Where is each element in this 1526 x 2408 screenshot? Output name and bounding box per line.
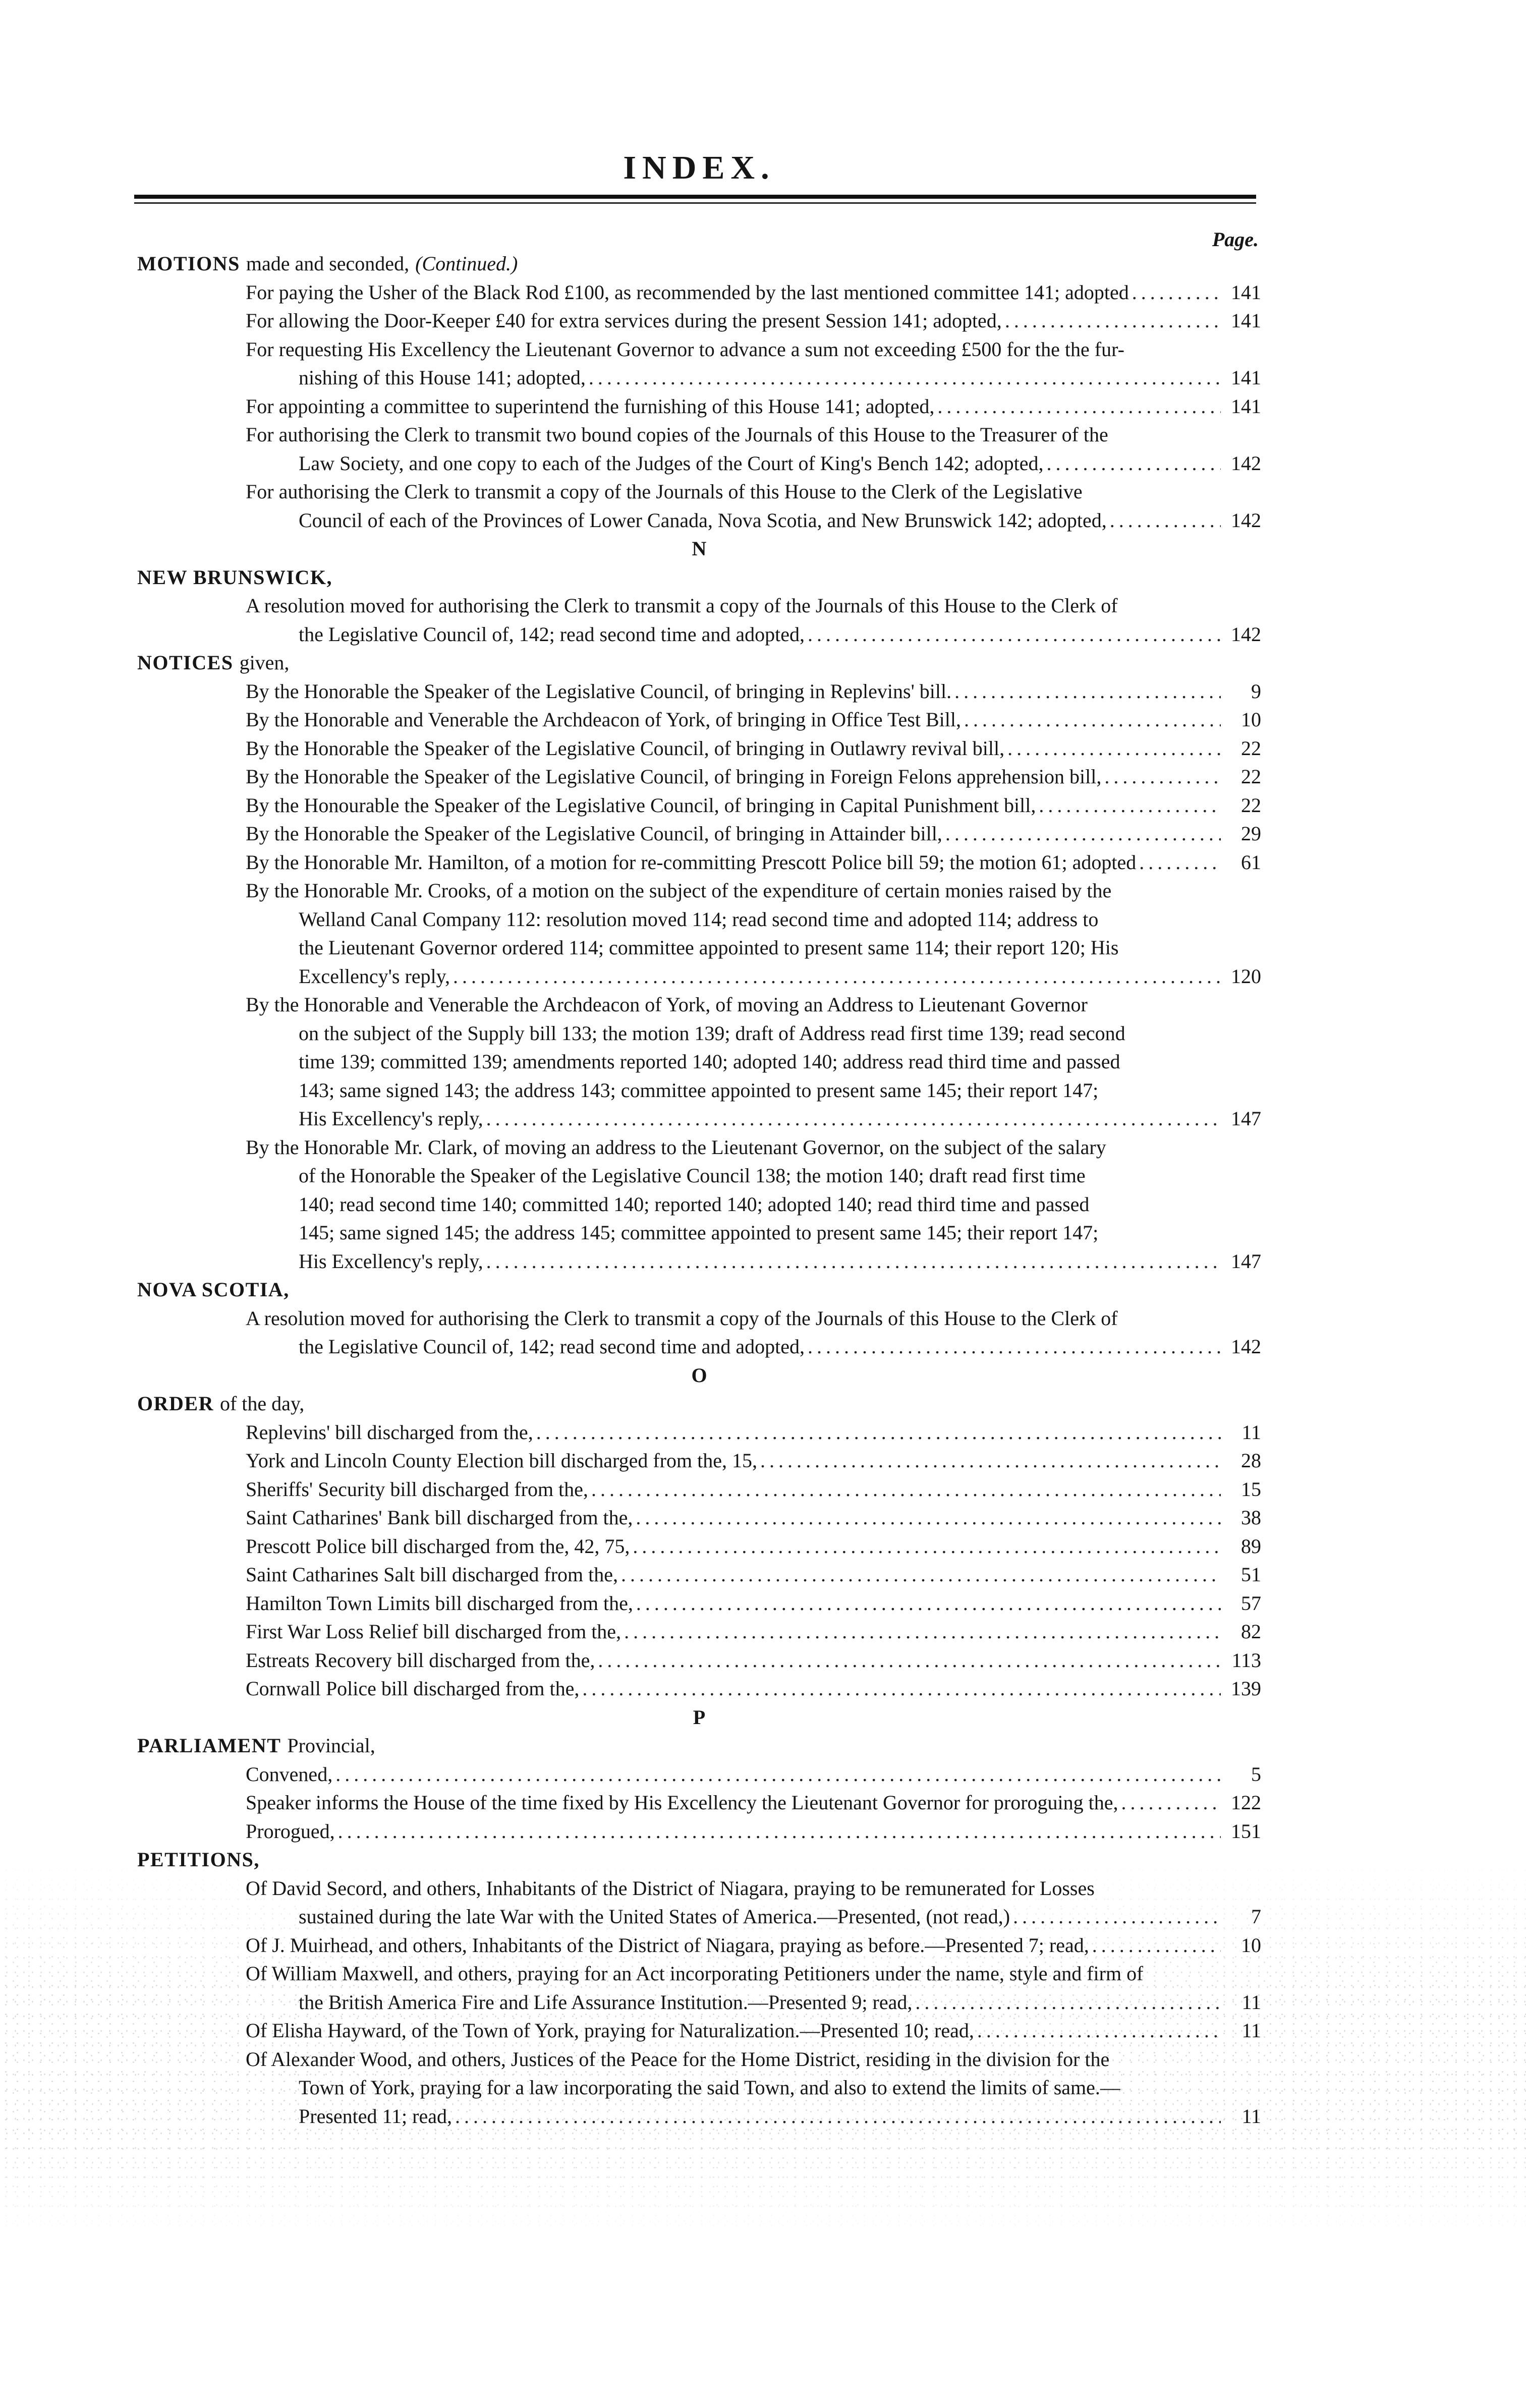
title-rule-thin (134, 202, 1256, 204)
page-number: 147 (1231, 1249, 1261, 1273)
index-entry (137, 2045, 1261, 2131)
index-entry (137, 592, 1261, 649)
page-number: 29 (1241, 822, 1261, 845)
section-letter: O (691, 1363, 707, 1387)
dot-leader (450, 962, 1221, 991)
index-entry (137, 307, 1261, 335)
dot-leader (961, 706, 1221, 734)
index-body (137, 250, 1261, 2131)
dot-leader (951, 677, 1221, 706)
page-number: 57 (1241, 1591, 1261, 1615)
entry-line (137, 1504, 1261, 1532)
entry-line (137, 820, 1261, 848)
entry-line (137, 307, 1261, 335)
entry-line (137, 278, 1261, 307)
index-entry (137, 877, 1261, 991)
entry-text: 145; same signed 145; the address 145; committee appointed to present same 145; their report 147; (299, 1221, 1099, 1244)
entry-text: Presented 11; read, (299, 2104, 452, 2128)
page-number: 28 (1241, 1449, 1261, 1472)
page-number: 51 (1241, 1563, 1261, 1586)
page-number: 142 (1231, 1335, 1261, 1358)
page-title: INDEX. (623, 149, 775, 186)
entry-text: His Excellency's reply, (299, 1249, 483, 1273)
entry-line (137, 1190, 1261, 1219)
page-number: 113 (1231, 1648, 1261, 1672)
entry-text: By the Honorable Mr. Clark, of moving an address to the Lieutenant Governor, on the subject of the salary (246, 1135, 1106, 1159)
entry-line (137, 991, 1261, 1019)
entry-line (137, 1817, 1261, 1846)
section-heading-subtitle: made and seconded, (246, 252, 410, 275)
index-entry (137, 820, 1261, 848)
page-number: 11 (1241, 1420, 1261, 1444)
entry-line (137, 1931, 1261, 1960)
entry-text: Of Alexander Wood, and others, Justices of the Peace for the Home District, residing in the division for the (246, 2047, 1110, 2071)
page-number: 141 (1231, 309, 1261, 332)
dot-leader (1004, 734, 1221, 763)
entry-text: Hamilton Town Limits bill discharged from the, (246, 1591, 633, 1615)
dot-leader (630, 1532, 1221, 1561)
entry-line (137, 1105, 1261, 1133)
entry-text: For requesting His Excellency the Lieutenant Governor to advance a sum not exceeding £500 for the the fur- (246, 337, 1124, 361)
entry-line (137, 791, 1261, 820)
dot-leader (1107, 506, 1221, 535)
page-number: 141 (1231, 280, 1261, 304)
section-heading-subtitle: given, (239, 651, 290, 674)
entry-line (137, 506, 1261, 535)
entry-text: Prescott Police bill discharged from the, 42, 75, (246, 1534, 630, 1558)
index-entry (137, 1760, 1261, 1789)
dot-leader (1101, 763, 1221, 791)
section-heading-subtitle: of the day, (219, 1392, 305, 1415)
dot-leader (335, 1817, 1221, 1846)
entry-line (137, 1675, 1261, 1703)
entry-line (137, 1019, 1261, 1048)
section-letter: N (692, 537, 707, 560)
entry-text: Prorogued, (246, 1819, 335, 1843)
index-entry (137, 1532, 1261, 1561)
page-number: 38 (1241, 1506, 1261, 1529)
entry-line (137, 1475, 1261, 1504)
section-heading-note: (Continued.) (415, 252, 518, 275)
entry-text: York and Lincoln County Election bill discharged from the, 15, (246, 1449, 757, 1472)
entry-text: By the Honorable the Speaker of the Legislative Council, of bringing in Foreign Felons apprehension bill, (246, 765, 1102, 788)
dot-leader (483, 1247, 1221, 1276)
index-entry (137, 791, 1261, 820)
page-number: 22 (1241, 793, 1261, 817)
entry-text: Council of each of the Provinces of Lower Canada, Nova Scotia, and New Brunswick 142; adopted, (299, 508, 1107, 532)
dot-leader (757, 1447, 1221, 1475)
entry-line (137, 1219, 1261, 1247)
entry-line (137, 1247, 1261, 1276)
index-entry (137, 335, 1261, 392)
index-entry (137, 1618, 1261, 1646)
page-number: 141 (1231, 366, 1261, 389)
dot-leader (586, 364, 1221, 392)
entry-text: nishing of this House 141; adopted, (299, 366, 586, 389)
entry-text: By the Honorable and Venerable the Archdeacon of York, of bringing in Office Test Bill, (246, 708, 962, 731)
section-heading (137, 563, 1261, 592)
index-entry (137, 1447, 1261, 1475)
entry-text: For paying the Usher of the Black Rod £100, as recommended by the last mentioned committee 141; adopted (246, 280, 1129, 304)
entry-line (137, 592, 1261, 620)
page-number: 142 (1231, 622, 1261, 646)
index-entry (137, 1418, 1261, 1447)
index-entry (137, 1960, 1261, 2017)
entry-line (137, 706, 1261, 734)
index-entry (137, 991, 1261, 1133)
title-rule-thick (134, 195, 1256, 199)
entry-text: time 139; committed 139; amendments reported 140; adopted 140; address read third time and passed (299, 1050, 1120, 1073)
index-entry (137, 1675, 1261, 1703)
entry-line (137, 1048, 1261, 1076)
entry-line (137, 392, 1261, 421)
entry-text: Town of York, praying for a law incorporating the said Town, and also to extend the limits of same.— (299, 2076, 1120, 2099)
page-number: 9 (1251, 679, 1261, 703)
dot-leader (579, 1675, 1221, 1703)
index-entry (137, 1874, 1261, 1931)
entry-text: For appointing a committee to superintend the furnishing of this House 141; adopted, (246, 394, 935, 418)
dot-leader (934, 392, 1221, 421)
entry-line (137, 2074, 1261, 2102)
section-heading-subtitle: Provincial, (287, 1734, 375, 1757)
entry-text: Saint Catharines' Bank bill discharged from the, (246, 1506, 633, 1529)
entry-line (137, 1589, 1261, 1618)
dot-leader (912, 1988, 1221, 2017)
entry-line (137, 2017, 1261, 2045)
entry-text: Of William Maxwell, and others, praying for an Act incorporating Petitioners under the name, style and firm of (246, 1962, 1144, 1985)
section-heading-title: PARLIAMENT (137, 1734, 281, 1757)
section-heading-title: NEW BRUNSWICK, (137, 565, 332, 589)
index-entry (137, 1504, 1261, 1532)
entry-line (137, 1760, 1261, 1789)
entry-line (137, 1903, 1261, 1931)
entry-line (137, 1418, 1261, 1447)
page-number: 15 (1241, 1477, 1261, 1501)
index-entry (137, 763, 1261, 791)
index-entry (137, 478, 1261, 535)
dot-leader (633, 1504, 1221, 1532)
entry-text: the Legislative Council of, 142; read second time and adopted, (299, 1335, 805, 1358)
section-heading-title: MOTIONS (137, 252, 240, 275)
entry-text: Replevins' bill discharged from the, (246, 1420, 533, 1444)
entry-text: His Excellency's reply, (299, 1107, 483, 1130)
section-heading-title: NOTICES (137, 651, 234, 674)
entry-line (137, 848, 1261, 877)
entry-text: By the Honorable and Venerable the Archdeacon of York, of moving an Address to Lieutenant Governor (246, 993, 1088, 1016)
index-entry (137, 1133, 1261, 1276)
section-heading-title: PETITIONS, (137, 1848, 260, 1871)
index-entry (137, 2017, 1261, 2045)
page-number: 5 (1251, 1762, 1261, 1786)
entry-line (137, 677, 1261, 706)
dot-leader (1129, 278, 1221, 307)
entry-text: For authorising the Clerk to transmit two bound copies of the Journals of this House to the Treasurer of the (246, 423, 1108, 446)
dot-leader (621, 1618, 1221, 1646)
section-heading (137, 649, 1261, 677)
entry-text: the Legislative Council of, 142; read second time and adopted, (299, 622, 805, 646)
entry-text: Of David Secord, and others, Inhabitants of the District of Niagara, praying to be remunerated for Losses (246, 1876, 1095, 1900)
dot-leader (1136, 848, 1221, 877)
entry-text: A resolution moved for authorising the Clerk to transmit a copy of the Journals of this House to the Clerk of (246, 594, 1118, 617)
entry-text: By the Honourable the Speaker of the Legislative Council, of bringing in Capital Punishment bill, (246, 793, 1036, 817)
index-entry (137, 677, 1261, 706)
page-number: 122 (1231, 1791, 1261, 1814)
page-column-label: Page. (1212, 228, 1259, 251)
entry-line (137, 934, 1261, 962)
entry-text: By the Honorable Mr. Hamilton, of a motion for re-committing Prescott Police bill 59; the motion 61; adopted (246, 850, 1137, 874)
dot-leader (595, 1646, 1221, 1675)
entry-text: the Lieutenant Governor ordered 114; committee appointed to present same 114; their report 120; His (299, 936, 1119, 959)
index-entry (137, 1789, 1261, 1817)
page-number: 11 (1241, 2019, 1261, 2042)
entry-line (137, 763, 1261, 791)
page-number: 120 (1231, 964, 1261, 988)
entry-text: Cornwall Police bill discharged from the, (246, 1677, 580, 1700)
entry-text: sustained during the late War with the United States of America.—Presented, (not read,) (299, 1905, 1010, 1928)
section-heading-title: ORDER (137, 1392, 214, 1415)
entry-text: 143; same signed 143; the address 143; committee appointed to present same 145; their report 147; (299, 1078, 1099, 1102)
entry-line (137, 620, 1261, 649)
index-entry (137, 392, 1261, 421)
entry-line (137, 1532, 1261, 1561)
dot-leader (332, 1760, 1221, 1789)
page-number: 11 (1241, 1990, 1261, 2014)
page-number: 61 (1241, 850, 1261, 874)
index-entry (137, 1589, 1261, 1618)
entry-text: 140; read second time 140; committed 140; reported 140; adopted 140; read third time and passed (299, 1192, 1090, 1216)
entry-text: Of J. Muirhead, and others, Inhabitants of the District of Niagara, praying as before.—Presented 7; read, (246, 1933, 1089, 1957)
section-heading (137, 1732, 1261, 1760)
entry-line (137, 335, 1261, 364)
entry-text: Of Elisha Hayward, of the Town of York, praying for Naturalization.—Presented 10; read, (246, 2019, 974, 2042)
entry-line (137, 364, 1261, 392)
index-entry (137, 734, 1261, 763)
page-number: 142 (1231, 451, 1261, 475)
index-entry (137, 1475, 1261, 1504)
entry-line (137, 1076, 1261, 1105)
page-number: 7 (1251, 1905, 1261, 1928)
entry-line (137, 1618, 1261, 1646)
index-entry (137, 278, 1261, 307)
entry-line (137, 905, 1261, 934)
entry-text: For allowing the Door-Keeper £40 for extra services during the present Session 141; adopted, (246, 309, 1002, 332)
entry-text: Convened, (246, 1762, 333, 1786)
entry-text: For authorising the Clerk to transmit a copy of the Journals of this House to the Clerk of the Legislative (246, 480, 1083, 503)
section-heading (137, 1390, 1261, 1418)
entry-line (137, 1646, 1261, 1675)
section-heading (137, 1846, 1261, 1874)
page-number: 139 (1231, 1677, 1261, 1700)
entry-line (137, 1874, 1261, 1903)
index-entry (137, 1304, 1261, 1361)
index-entry (137, 1561, 1261, 1589)
page-number: 22 (1241, 736, 1261, 760)
entry-text: First War Loss Relief bill discharged from the, (246, 1620, 621, 1643)
entry-line (137, 1133, 1261, 1162)
page-number: 142 (1231, 508, 1261, 532)
entry-line (137, 1162, 1261, 1190)
entry-line (137, 1304, 1261, 1333)
dot-leader (1002, 307, 1221, 335)
entry-text: Sheriffs' Security bill discharged from the, (246, 1477, 588, 1501)
dot-leader (1010, 1903, 1221, 1931)
entry-line (137, 1333, 1261, 1361)
entry-text: By the Honorable the Speaker of the Legislative Council, of bringing in Attainder bill, (246, 822, 942, 845)
section-letter: P (693, 1705, 706, 1729)
dot-leader (588, 1475, 1221, 1504)
entry-line (137, 1561, 1261, 1589)
entry-text: Saint Catharines Salt bill discharged from the, (246, 1563, 618, 1586)
index-entry (137, 848, 1261, 877)
entry-line (137, 734, 1261, 763)
index-entry (137, 421, 1261, 478)
dot-leader (974, 2017, 1221, 2045)
entry-line (137, 1447, 1261, 1475)
entry-text: Welland Canal Company 112: resolution moved 114; read second time and adopted 114; address to (299, 907, 1099, 931)
entry-text: Excellency's reply, (299, 964, 450, 988)
page-number: 10 (1241, 1933, 1261, 1957)
entry-text: By the Honorable the Speaker of the Legislative Council, of bringing in Outlawry revival bill, (246, 736, 1005, 760)
section-heading (137, 1276, 1261, 1304)
entry-line (137, 1960, 1261, 1988)
page-number: 10 (1241, 708, 1261, 731)
index-entry (137, 1931, 1261, 1960)
entry-text: Speaker informs the House of the time fixed by His Excellency the Lieutenant Governor for proroguing the, (246, 1791, 1118, 1814)
page-number: 22 (1241, 765, 1261, 788)
dot-leader (1036, 791, 1221, 820)
entry-line (137, 1789, 1261, 1817)
entry-line (137, 2045, 1261, 2074)
entry-text: the British America Fire and Life Assurance Institution.—Presented 9; read, (299, 1990, 913, 2014)
dot-leader (942, 820, 1221, 848)
dot-leader (1089, 1931, 1221, 1960)
entry-line (137, 962, 1261, 991)
entry-text: of the Honorable the Speaker of the Legislative Council 138; the motion 140; draft read first time (299, 1164, 1086, 1187)
entry-line (137, 2102, 1261, 2131)
entry-line (137, 1988, 1261, 2017)
entry-line (137, 877, 1261, 905)
dot-leader (1118, 1789, 1221, 1817)
page-number: 11 (1241, 2104, 1261, 2128)
page-number: 89 (1241, 1534, 1261, 1558)
entry-line (137, 421, 1261, 449)
entry-text: on the subject of the Supply bill 133; the motion 139; draft of Address read first time 139; read second (299, 1021, 1125, 1045)
index-entry (137, 1646, 1261, 1675)
dot-leader (483, 1105, 1221, 1133)
page-number: 151 (1231, 1819, 1261, 1843)
entry-text: A resolution moved for authorising the Clerk to transmit a copy of the Journals of this House to the Clerk of (246, 1306, 1118, 1330)
dot-leader (452, 2102, 1221, 2131)
section-heading (137, 250, 1261, 278)
index-entry (137, 706, 1261, 734)
index-entry (137, 1817, 1261, 1846)
entry-text: Estreats Recovery bill discharged from the, (246, 1648, 595, 1672)
dot-leader (805, 620, 1221, 649)
dot-leader (633, 1589, 1221, 1618)
dot-leader (618, 1561, 1221, 1589)
entry-text: By the Honorable the Speaker of the Legislative Council, of bringing in Replevins' bill. (246, 679, 952, 703)
entry-line (137, 449, 1261, 478)
page-number: 147 (1231, 1107, 1261, 1130)
section-heading-title: NOVA SCOTIA, (137, 1278, 290, 1301)
entry-text: Law Society, and one copy to each of the Judges of the Court of King's Bench 142; adopted, (299, 451, 1044, 475)
page-number: 82 (1241, 1620, 1261, 1643)
entry-text: By the Honorable Mr. Crooks, of a motion on the subject of the expenditure of certain monies raised by the (246, 879, 1112, 902)
entry-line (137, 478, 1261, 506)
dot-leader (533, 1418, 1221, 1447)
dot-leader (1043, 449, 1221, 478)
dot-leader (805, 1333, 1221, 1361)
page-number: 141 (1231, 394, 1261, 418)
